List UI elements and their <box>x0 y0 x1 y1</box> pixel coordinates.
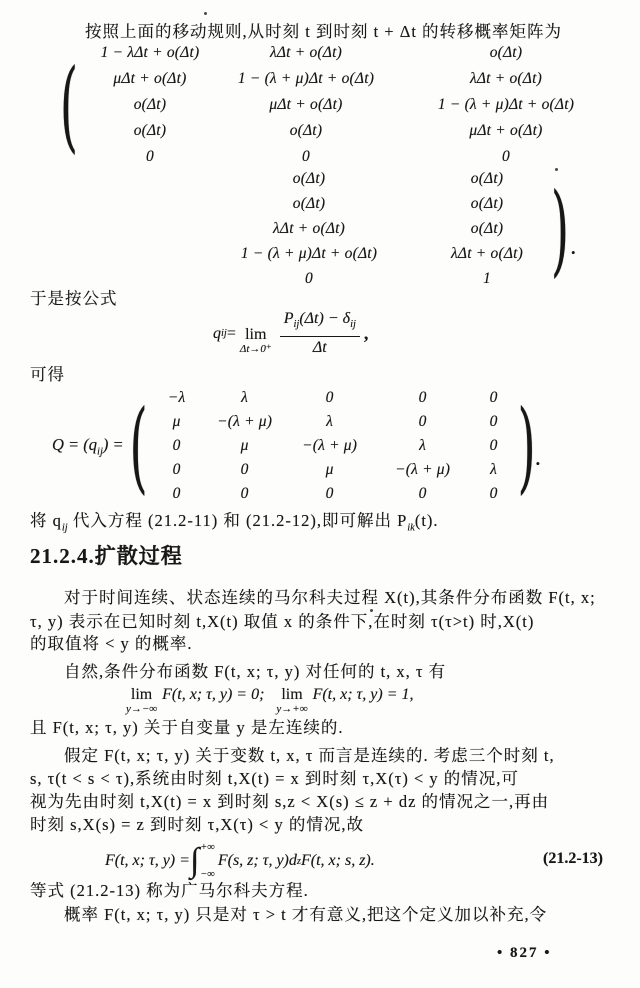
matrix-cell: 0 <box>418 413 427 430</box>
eq13-lhs: F(t, x; τ, y) = <box>105 852 190 869</box>
scan-speck <box>204 12 207 15</box>
paragraph-line: 视为先由时刻 t,X(t) = x 到时刻 s,z < X(s) ≤ z + dz 的情况之一,再由 <box>30 792 550 811</box>
matrix-cell: 0 <box>489 389 498 406</box>
matrix-cell: λ <box>241 389 249 406</box>
lim-subscript: y→+∞ <box>276 703 308 715</box>
left-parenthesis: ( <box>60 46 78 164</box>
matrix-cell: λΔt + o(Δt) <box>450 244 523 262</box>
matrix-cell: o(Δt) <box>133 122 167 139</box>
limit-operator <box>240 326 272 355</box>
eq13-integrand: F(s, z; τ, y)d <box>217 852 297 869</box>
matrix-period: . <box>535 448 541 469</box>
paragraph-line: 假定 F(t, x; τ, y) 关于变数 t, x, τ 而言是连续的. 考虑三个时刻 t, <box>64 746 555 765</box>
paragraph-line: s, τ(t < s < τ),系统由时刻 t,X(t) = x 到时刻 τ,X(τ) < y 的情况,可 <box>30 769 519 788</box>
subst-b: 代入方程 (21.2-11) 和 (21.2-12),即可解出 P <box>67 511 408 530</box>
matrix-cell: μΔt + o(Δt) <box>269 96 343 113</box>
matrix-cell: −(λ + μ) <box>395 461 451 478</box>
matrix-cell: 0 <box>418 389 427 406</box>
subst-c: (t). <box>414 511 439 530</box>
equals-sign: = <box>226 324 236 342</box>
matrix-cell: 0 <box>489 485 498 502</box>
matrix-cell: λΔt + o(Δt) <box>272 219 345 237</box>
P-subscript: ij <box>293 319 300 331</box>
prob-line: 概率 F(t, x; τ, y) 只是对 τ > t 才有意义,把这个定义加以补充,令 <box>64 905 548 924</box>
paragraph-line: 对于时间连续、状态连续的马尔科夫过程 X(t),其条件分布函数 F(t, x; <box>64 588 596 607</box>
matrix-cell: o(Δt) <box>470 219 504 237</box>
matrix-grid <box>148 386 518 506</box>
matrix-cell: −(λ + μ) <box>217 413 273 430</box>
matrix-cell: o(Δt) <box>292 194 326 212</box>
matrix-cell: 0 <box>172 485 181 502</box>
transition-matrix-upper <box>60 40 620 170</box>
formula-comma: , <box>363 323 369 344</box>
integral-upper: +∞ <box>200 842 215 853</box>
matrix-cell: μΔt + o(Δt) <box>469 122 543 139</box>
matrix-cell: 0 <box>325 389 334 406</box>
matrix-cell: 0 <box>145 148 154 165</box>
q-matrix-label <box>52 435 124 457</box>
matrix-cell: μ <box>240 437 249 454</box>
subst-b-sub: ik <box>407 522 415 534</box>
matrix-cell: −(λ + μ) <box>302 437 358 454</box>
equation-number: (21.2-13) <box>543 850 603 867</box>
matrix-cell: 1 − λΔt + o(Δt) <box>100 44 200 61</box>
intro-line: 按照上面的移动规则,从时刻 t 到时刻 t + Δt 的转移概率矩阵为 <box>85 22 563 41</box>
matrix-cell: λ <box>490 461 498 478</box>
label-pre: Q = (q <box>52 434 98 454</box>
matrix-cell: 1 − (λ + μ)Δt + o(Δt) <box>240 244 378 262</box>
matrix-cell: λ <box>326 413 334 430</box>
matrix-cell: λΔt + o(Δt) <box>469 70 542 87</box>
matrix-period: . <box>570 238 576 258</box>
matrix-cell: 1 − (λ + μ)Δt + o(Δt) <box>237 70 375 87</box>
limit-operator <box>276 686 307 715</box>
matrix-cell: 1 − (λ + μ)Δt + o(Δt) <box>437 96 575 113</box>
matrix-cell: o(Δt) <box>489 44 523 61</box>
matrix-cell: 0 <box>325 485 334 502</box>
matrix-cell: 1 <box>483 269 491 287</box>
right-parenthesis: ) <box>517 387 536 505</box>
label-sub: ij <box>97 446 103 458</box>
matrix-cell: μ <box>172 413 181 430</box>
matrix-cell: o(Δt) <box>292 169 326 187</box>
fraction-denominator: Δt <box>312 339 327 357</box>
substitution-line <box>30 509 439 540</box>
matrix-cell: 0 <box>418 485 427 502</box>
delta-subscript: ij <box>350 319 356 331</box>
lim-text: lim <box>281 686 303 703</box>
then-formula-text: 于是按公式 <box>30 289 118 308</box>
matrix-cell: 0 <box>489 437 498 454</box>
matrix-cell: 0 <box>489 413 498 430</box>
matrix-cell: μΔt + o(Δt) <box>113 70 187 87</box>
kede-text: 可得 <box>30 365 65 384</box>
matrix-grid <box>195 166 551 291</box>
qij-lhs-sub: ij <box>221 328 227 340</box>
eq13-d-sub: z <box>296 855 301 867</box>
transition-matrix-lower <box>195 166 575 291</box>
left-continuity-line: 且 F(t, x; τ, y) 关于自变量 y 是左连续的. <box>30 718 344 737</box>
P-symbol: P <box>283 310 294 327</box>
matrix-cell: o(Δt) <box>470 194 504 212</box>
matrix-cell: o(Δt) <box>133 96 167 113</box>
matrix-cell: o(Δt) <box>470 169 504 187</box>
eq13-rhs: F(t, x; s, z). <box>300 852 375 869</box>
paragraph-line: τ, y) 表示在已知时刻 t,X(t) 取值 x 的条件下,在时刻 τ(τ>t) 时,X(t) <box>30 612 535 631</box>
subst-a: 将 q <box>30 511 62 530</box>
matrix-cell: λ <box>419 437 427 454</box>
matrix-cell: o(Δt) <box>289 122 323 139</box>
paragraph-line: 的取值将 < y 的概率. <box>30 634 193 653</box>
limit-expression: F(t, x; τ, y) = 1, <box>312 686 414 703</box>
fraction-numerator <box>280 310 360 337</box>
page-number: • 827 • <box>497 945 552 961</box>
integral-lower: −∞ <box>200 869 215 880</box>
subst-a-sub: ij <box>61 522 68 534</box>
integral-limits <box>200 842 215 880</box>
matrix-cell: 0 <box>501 148 510 165</box>
limit-expression: F(t, x; τ, y) = 0; <box>162 686 265 703</box>
lim-subscript: Δt→0⁺ <box>239 343 272 356</box>
matrix-cell: 0 <box>305 269 313 287</box>
limit-operator <box>126 686 157 715</box>
chapman-kolmogorov-equation <box>105 842 375 880</box>
gm-line: 等式 (21.2-13) 称为广马尔科夫方程. <box>30 881 309 900</box>
matrix-cell: 0 <box>240 461 249 478</box>
numerator-middle: (Δt) − δ <box>299 310 351 327</box>
left-parenthesis: ( <box>129 387 148 505</box>
matrix-cell: 0 <box>301 148 310 165</box>
matrix-grid <box>80 40 620 170</box>
lim-subscript: y→−∞ <box>126 703 158 715</box>
section-heading: 21.2.4.扩散过程 <box>30 544 183 568</box>
fraction <box>280 310 360 357</box>
lim-text: lim <box>130 686 153 703</box>
label-post: ) = <box>102 434 124 454</box>
right-parenthesis: ) <box>551 170 569 287</box>
matrix-cell: 0 <box>172 461 181 478</box>
q-matrix-block <box>52 386 540 506</box>
qij-lhs: q <box>213 324 221 342</box>
matrix-cell: 0 <box>240 485 249 502</box>
matrix-cell: λΔt + o(Δt) <box>269 44 342 61</box>
limits-formula <box>126 686 414 715</box>
qij-limit-formula <box>213 310 368 357</box>
lim-text: lim <box>245 326 267 344</box>
natural-line: 自然,条件分布函数 F(t, x; τ, y) 对任何的 t, x, τ 有 <box>64 662 447 681</box>
paragraph-line: 时刻 s,X(s) = z 到时刻 τ,X(τ) < y 的情况,故 <box>30 815 364 834</box>
matrix-cell: −λ <box>167 389 186 406</box>
matrix-cell: 0 <box>172 437 181 454</box>
matrix-cell: μ <box>325 461 334 478</box>
integral-sign: ∫ <box>189 842 200 879</box>
